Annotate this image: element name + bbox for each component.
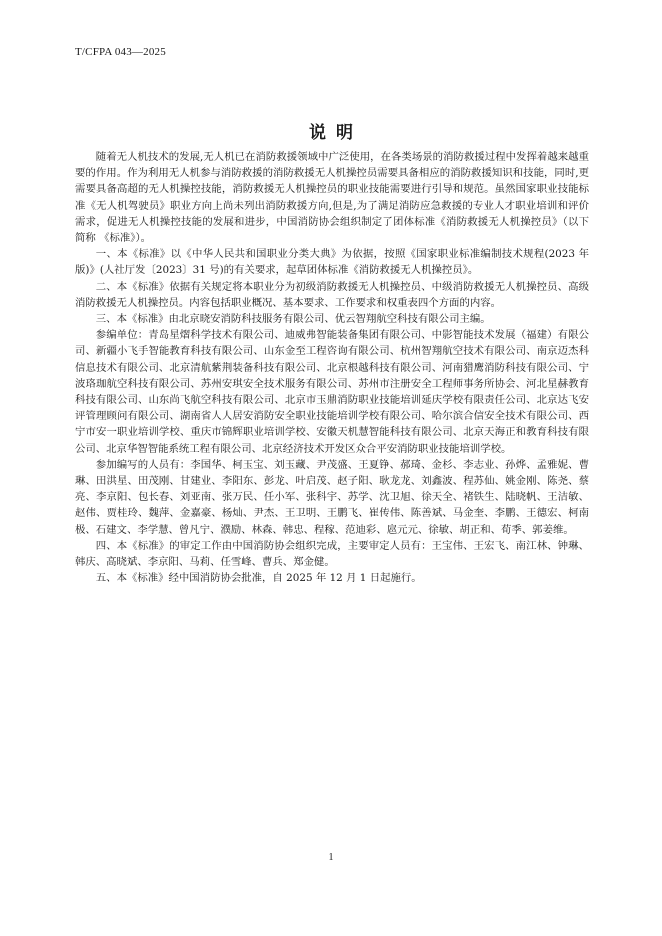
intro-paragraph: 随着无人机技术的发展,无人机已在消防救援领域中广泛使用，在各类场景的消防救援过程中发挥着越来越重要的作用。作为利用无人机参与消防救援的消防救援无人机操控员需要具备相应的消防救援知识和技能，同时,更需要具备高超的无人机操控技能，消防救援无人机操控员的职业技能需要进行引导和规范。虽然国家职业技能标准《无人机驾驶员》职业方向上尚未列出消防救援方向,但是,为了满足消防应急救援的专业人才职业培训和评价需求，促进无人机操控技能的发展和进步，中国消防协会组织制定了团体标准《消防救援无人机操控员》（以下简称 《标准》）。 — [75, 151, 589, 245]
item-five-paragraph: 五、本《标准》经中国消防协会批准，自 2025 年 12 月 1 日起施行。 — [95, 572, 422, 585]
item-three-paragraph: 三、本《标准》由北京晓安消防科技服务有限公司、优云智翔航空科技有限公司主编。 — [95, 313, 491, 326]
page-title: 说明 — [309, 123, 363, 143]
item-four-paragraph: 四、本《标准》的审定工作由中国消防协会组织完成，主要审定人员有：王宝伟、王宏飞、南江林、钟琳、韩庆、高晓斌、李京阳、马莉、任雪峰、曹兵、郑金健。 — [75, 539, 589, 569]
item-one-paragraph: 一、本《标准》以《中华人民共和国职业分类大典》为依据，按照《国家职业标准编制技术规程(2023 年版)》(人社厅发〔2023〕31 号)的有关要求，起草团体标准《消防救援无人机操控员》。 — [75, 248, 589, 277]
page-number: 1 — [328, 852, 334, 863]
standard-code: T/CFPA 043—2025 — [75, 46, 166, 58]
item-two-paragraph: 二、本《标准》依据有关规定将本职业分为初级消防救援无人机操控员、中级消防救援无人机操控员、高级消防救援无人机操控员。内容包括职业概况、基本要求、工作要求和权重表四个方面的内容。 — [75, 280, 589, 309]
participating-units-paragraph: 参编单位：青岛星熠科学技术有限公司、迪威弗智能装备集团有限公司、中影智能技术发展（福建）有限公司、新疆小飞手智能教育科技有限公司、山东金至工程咨询有限公司、杭州智翔航空技术有限公司、南京迈杰科信息技术有限公司、北京清航紫荆装备科技有限公司、北京根越科技有限公司、河南猎鹰消防科技有限公司、宁波珞珈航空科技有限公司、苏州安琪安全技术服务有限公司、苏州市注册安全工程师事务所协会、河北星赫教育科技有限公司、山东尚飞航空科技有限公司、北京市玉鼎消防职业技能培训延庆学校有限责任公司、北京达飞安评管理顾问有限公司、湖南省人人居安消防安全职业技能培训学校有限公司、哈尔滨合信安全技术有限公司、西宁市安一职业培训学校、重庆市锦辉职业培训学校、安徽天机慧智能科技有限公司、北京天海正和教育科技有限公司、北京华智智能系统工程有限公司、北京经济技术开发区众合平安消防职业技能培训学校。 — [75, 329, 589, 455]
document-body — [75, 149, 589, 586]
authors-paragraph: 参加编写的人员有：李国华、柯玉宝、刘玉藏、尹茂盛、王夏铮、郝琦、金杉、李志业、孙烨、孟雅妮、曹琳、田洪星、田茂刚、甘建业、李阳东、彭龙、叶启茂、赵子阳、耿龙龙、刘鑫波、程苏仙、姚金刚、陈尧、蔡亮、李京阳、包长春、刘亚南、张万民、任小军、张科宇、苏学、沈卫旭、徐天全、褚铁生、陆晓帆、王洁敏、赵伟、贾桂玲、魏萍、金嘉豪、杨灿、尹杰、王卫明、王鹏飞、崔传伟、陈善斌、马金奎、李鹏、王德宏、柯南极、石建文、李学慧、曾凡宁、濮励、林森、韩忠、程稼、范迪彩、扈元元、徐敏、胡正和、荀季、郭姜维。 — [75, 458, 589, 536]
